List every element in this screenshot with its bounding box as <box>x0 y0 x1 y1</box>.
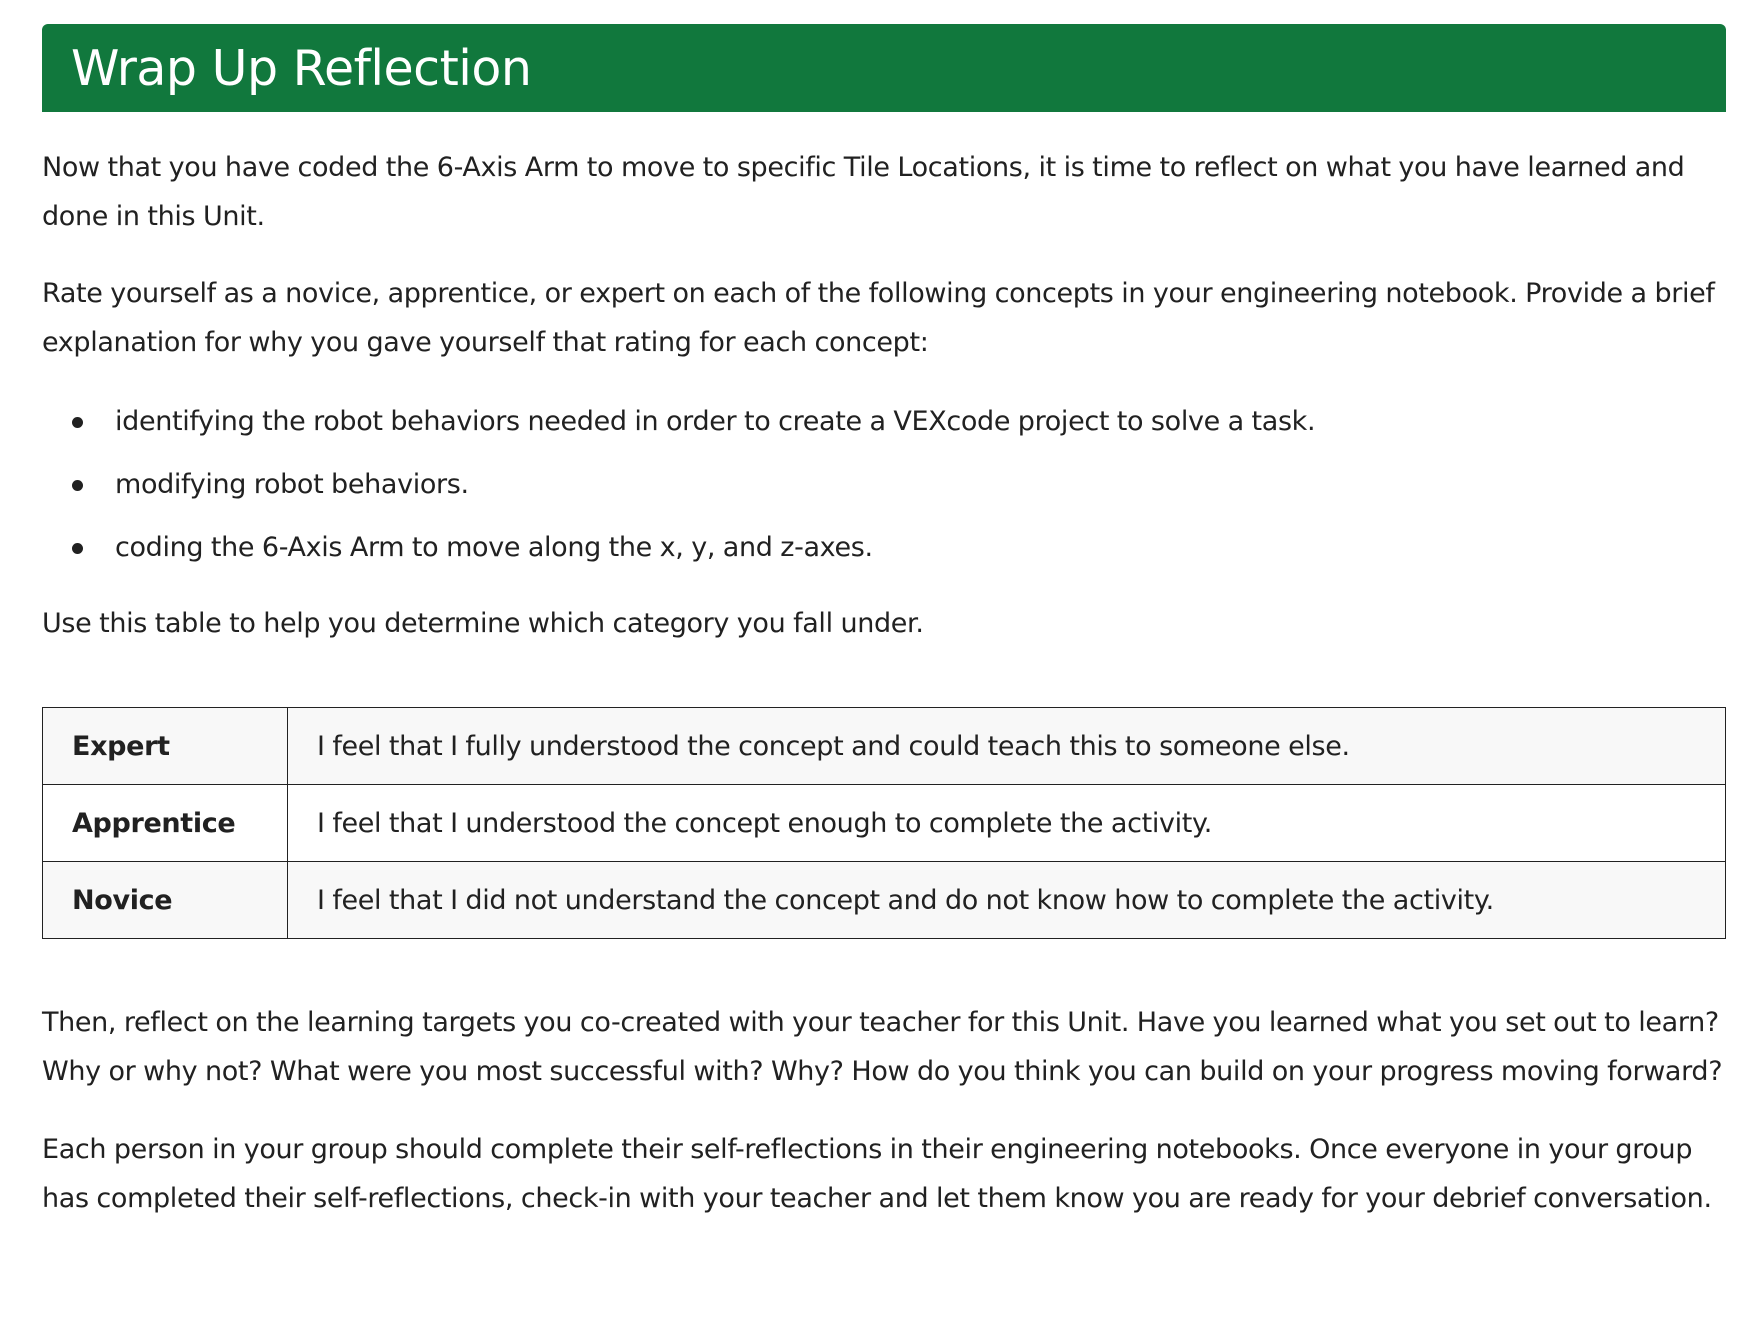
group-paragraph: Each person in your group should complete their self-reflections in their engineering notebooks. Once everyone in your group has completed their self-reflections, check-in with your teacher and let them know you are ready for your debrief conversation. <box>42 1134 1712 1214</box>
bullet-icon <box>72 543 83 554</box>
level-name: Novice <box>43 862 288 939</box>
level-name: Apprentice <box>43 785 288 862</box>
level-name: Expert <box>43 708 288 785</box>
table-row <box>43 708 1726 785</box>
use-table-paragraph: Use this table to help you determine which category you fall under. <box>42 608 924 639</box>
table-row <box>43 785 1726 862</box>
concept-text: modifying robot behaviors. <box>115 469 469 500</box>
intro-paragraph: Now that you have coded the 6-Axis Arm to move to specific Tile Locations, it is time to reflect on what you have learned and done in this Unit. <box>42 152 1685 232</box>
concept-text: identifying the robot behaviors needed in order to create a VEXcode project to solve a task. <box>115 406 1316 437</box>
level-description: I feel that I fully understood the concept and could teach this to someone else. <box>288 708 1726 785</box>
concept-text: coding the 6-Axis Arm to move along the x, y, and z-axes. <box>115 532 873 563</box>
learning-targets-paragraph: Then, reflect on the learning targets you co-created with your teacher for this Unit. Have you learned what you set out to learn? Why or why not? What were you most successful with? Why? How do you think you can build on your progress moving forward? <box>42 1007 1723 1087</box>
level-description: I feel that I did not understand the concept and do not know how to complete the activity. <box>288 862 1726 939</box>
concept-list <box>42 397 1726 572</box>
level-description: I feel that I understood the concept enough to complete the activity. <box>288 785 1726 862</box>
rating-levels-table <box>42 707 1726 939</box>
section-header <box>42 24 1726 112</box>
list-item <box>42 523 1726 572</box>
rate-paragraph: Rate yourself as a novice, apprentice, or expert on each of the following concepts in your engineering notebook. Provide a brief explanation for why you gave yourself that rating for each concept: <box>42 278 1715 358</box>
content-body <box>42 143 1726 1223</box>
list-item <box>42 460 1726 509</box>
bullet-icon <box>72 417 83 428</box>
reflection-page <box>42 24 1726 1223</box>
page-title: Wrap Up Reflection <box>71 39 532 97</box>
list-item <box>42 397 1726 446</box>
bullet-icon <box>72 480 83 491</box>
table-row <box>43 862 1726 939</box>
